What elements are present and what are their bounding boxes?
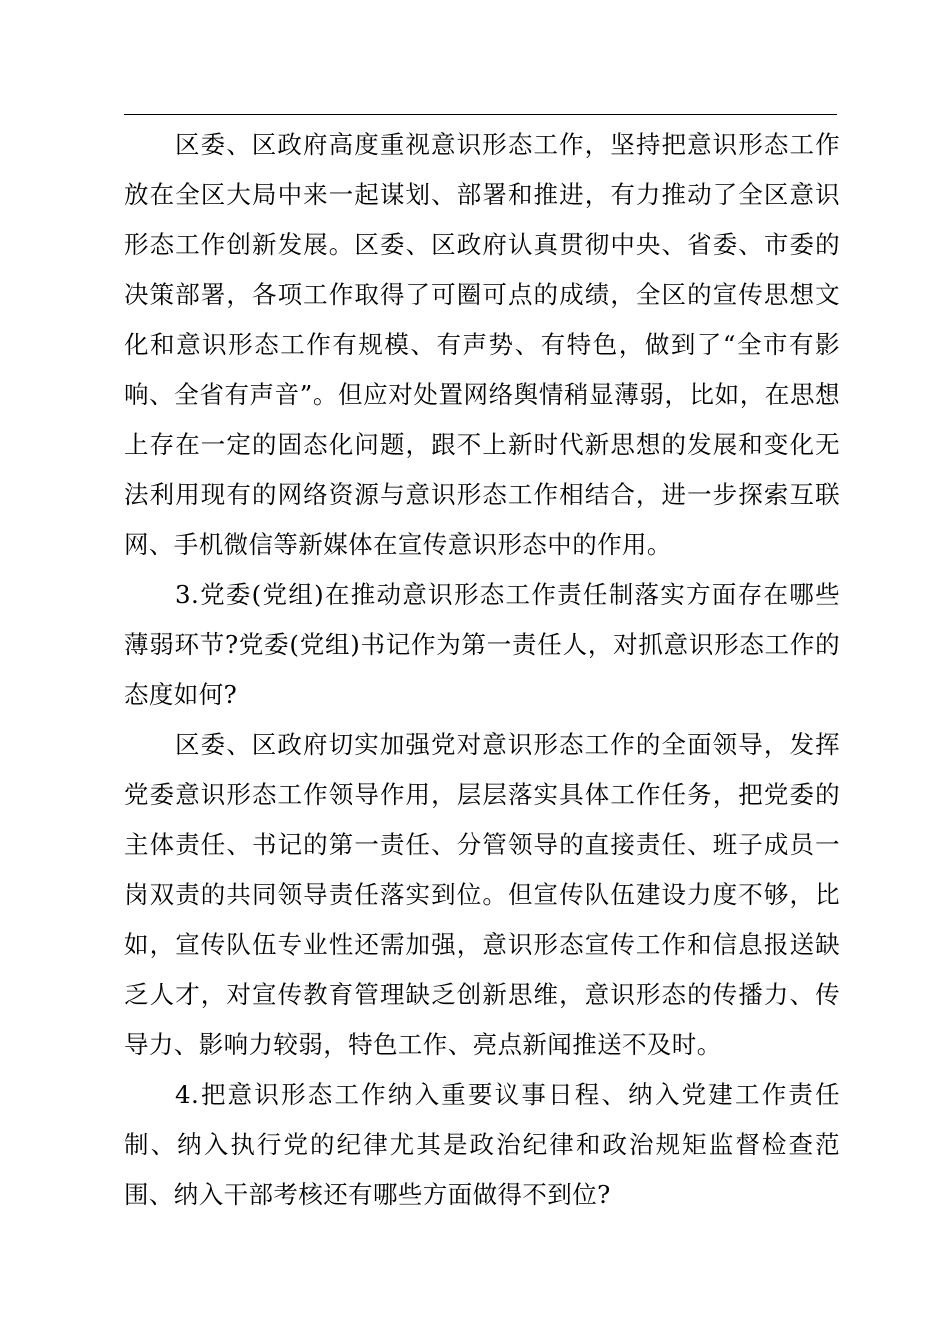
answer-paragraph-2: 区委、区政府切实加强党对意识形态工作的全面领导，发挥党委意识形态工作领导作用，层层落实具体工作任务，把党委的主体责任、书记的第一责任、分管领导的直接责任、班子成员一岗双责的共同领导责任落实到位。但宣传队伍建设力度不够，比如，宣传队伍专业性还需加强，意识形态宣传工作和信息报送缺乏人才，对宣传教育管理缺乏创新思维，意识形态的传播力、传导力、影响力较弱，特色工作、亮点新闻推送不及时。	[124, 730, 840, 1059]
header-rule	[124, 114, 837, 115]
answer-paragraph-1: 区委、区政府高度重视意识形态工作，坚持把意识形态工作放在全区大局中来一起谋划、部署和推进，有力推动了全区意识形态工作创新发展。区委、区政府认真贯彻中央、省委、市委的决策部署，各项工作取得了可圈可点的成绩，全区的宣传思想文化和意识形态工作有规模、有声势、有特色，做到了“全市有影响、全省有声音”。但应对处置网络舆情稍显薄弱，比如，在思想上存在一定的固态化问题，跟不上新时代新思想的发展和变化无法利用现有的网络资源与意识形态工作相结合，进一步探索互联网、手机微信等新媒体在宣传意识形态中的作用。	[124, 130, 840, 559]
question-paragraph-4: 4.把意识形态工作纳入重要议事日程、纳入党建工作责任制、纳入执行党的纪律尤其是政治纪律和政治规矩监督检查范围、纳入干部考核还有哪些方面做得不到位?	[124, 1080, 840, 1209]
question-paragraph-3: 3.党委(党组)在推动意识形态工作责任制落实方面存在哪些薄弱环节?党委(党组)书记作为第一责任人，对抓意识形态工作的态度如何?	[124, 580, 840, 709]
document-body	[124, 120, 840, 1220]
